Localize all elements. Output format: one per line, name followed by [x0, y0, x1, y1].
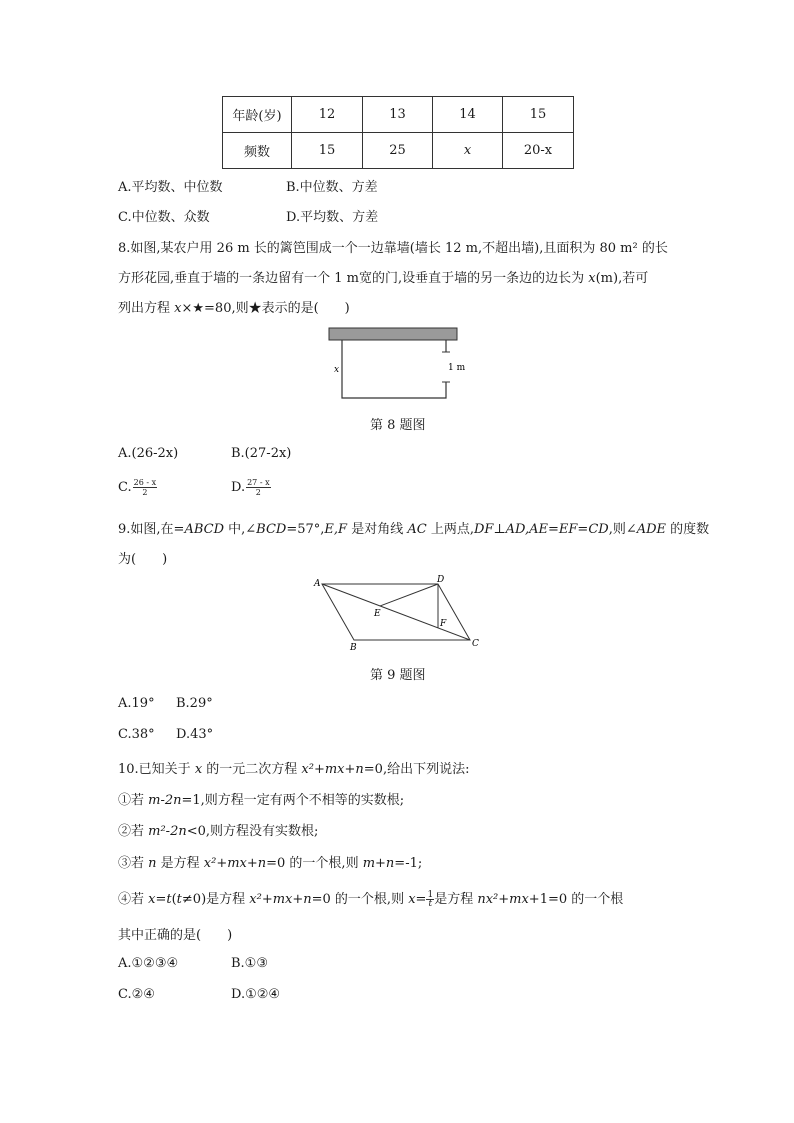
- q10-equation: x²+mx+n: [249, 892, 312, 907]
- point-label-f: F: [440, 619, 447, 629]
- q10-var: m-2n: [148, 793, 182, 808]
- table-cell: 13: [363, 97, 433, 133]
- table-cell: 频数: [223, 133, 292, 169]
- fraction-numerator: 26 - x: [133, 478, 157, 487]
- q8-option-c: [118, 478, 158, 497]
- q10-option-d: D.①②④: [231, 987, 281, 1002]
- q10-text: =1,则方程一定有两个不相等的实数根;: [181, 793, 405, 808]
- table-cell: 14: [433, 97, 503, 133]
- q9-text: 9.如图,在: [118, 522, 174, 537]
- q10-var: n: [148, 856, 157, 871]
- table-cell: 年龄(岁): [223, 97, 292, 133]
- q10-question: 其中正确的是( ): [118, 928, 233, 943]
- q8-text: ×★=80,则★表示的是( ): [181, 301, 350, 316]
- q9-text: 上两点,: [426, 522, 474, 537]
- q10-text: ②若: [118, 824, 149, 839]
- diagonal-ac: [322, 584, 470, 640]
- q10-var: t: [176, 892, 182, 907]
- fraction-denominator: t: [428, 899, 433, 909]
- q10-var: m+n: [362, 856, 395, 871]
- q8-text: 方形花园,垂直于墙的一条边留有一个 1 m宽的门,设垂直于墙的另一条边的边长为: [118, 271, 589, 286]
- q10-text: 10.已知关于: [118, 762, 195, 777]
- option-prefix: D.: [231, 480, 246, 495]
- q9-var: AD,AE: [505, 522, 548, 537]
- q8-option-b: B.(27-2x): [231, 446, 292, 461]
- q10-text: =0 的一个根,则: [311, 892, 409, 907]
- q9-option-a: A.19°: [118, 696, 155, 711]
- q10-text: =: [415, 892, 427, 907]
- q9-var: CD: [588, 522, 609, 537]
- table-cell: 20-x: [503, 133, 574, 169]
- q9-text: 中,∠: [224, 522, 257, 537]
- table-cell: 12: [292, 97, 363, 133]
- q10-statement-1: [118, 789, 404, 808]
- q10-text: ④若: [118, 892, 149, 907]
- table-cell: x: [433, 133, 503, 169]
- q9-var: EF: [558, 522, 578, 537]
- q10-var: m²-2n: [148, 824, 187, 839]
- q10-text: =-1;: [394, 856, 423, 871]
- q10-equation: nx²+mx: [477, 892, 529, 907]
- q8-garden-figure: [320, 324, 470, 404]
- q9-text: 的度数: [666, 522, 710, 537]
- q10-text: ①若: [118, 793, 149, 808]
- q9-stem-line1: [118, 518, 709, 537]
- table-row: [223, 97, 574, 133]
- table-row: [223, 133, 574, 169]
- q10-text: =0 的一个根,则: [266, 856, 363, 871]
- q10-text: 是方程: [434, 892, 478, 907]
- q9-option-d: D.43°: [176, 727, 214, 742]
- q7-option-b: B.中位数、方差: [286, 180, 378, 195]
- q10-text: =0,给出下列说法:: [363, 762, 470, 777]
- table-cell: 15: [503, 97, 574, 133]
- q8-stem-line1: 8.如图,某农户用 26 m 长的篱笆围成一个一边靠墙(墙长 12 m,不超出墙),且面积为 80 m² 的长: [118, 241, 668, 256]
- table-cell: 25: [363, 133, 433, 169]
- q9-text: 是对角线: [347, 522, 408, 537]
- q9-var: DF: [473, 522, 494, 537]
- q8-text: 列出方程: [118, 301, 175, 316]
- q10-option-b: B.①③: [231, 956, 268, 971]
- q10-equation: x²+mx+n: [301, 762, 364, 777]
- vertex-label-d: D: [437, 575, 445, 585]
- q8-var: x: [174, 301, 182, 316]
- q9-text: =: [577, 522, 589, 537]
- q9-text: ⊥: [493, 522, 506, 537]
- q9-text: ,则∠: [608, 522, 637, 537]
- fraction: [133, 478, 157, 497]
- q10-text: <0,则方程没有实数根;: [186, 824, 319, 839]
- q10-text: 的一元二次方程: [202, 762, 302, 777]
- q8-stem-line3: [118, 297, 350, 316]
- point-label-e: E: [374, 609, 381, 619]
- q8-stem-line2: [118, 267, 648, 286]
- vertex-label-b: B: [350, 643, 357, 653]
- vertex-label-a: A: [314, 579, 321, 589]
- q10-stem: [118, 758, 469, 777]
- q9-var: ADE: [636, 522, 667, 537]
- q8-var: x: [588, 271, 596, 286]
- fraction-denominator: 2: [142, 488, 148, 497]
- figure-label-x: x: [334, 365, 340, 375]
- q10-text: 是方程: [156, 856, 204, 871]
- q10-text: (: [171, 892, 177, 907]
- q7-option-c: C.中位数、众数: [118, 210, 210, 225]
- q10-statement-4: [118, 888, 623, 908]
- q9-parallelogram-figure: [310, 574, 490, 654]
- q9-var: =ABCD: [173, 522, 224, 537]
- q10-var: x=t: [148, 892, 172, 907]
- figure-label-door: 1 m: [448, 363, 466, 373]
- q7-option-d: D.平均数、方差: [286, 210, 379, 225]
- fence-outline: [342, 340, 446, 398]
- q10-text: ③若: [118, 856, 149, 871]
- q9-option-c: C.38°: [118, 727, 155, 742]
- q9-stem-line2: 为( ): [118, 552, 168, 567]
- q9-var: BCD: [256, 522, 287, 537]
- q7-option-a: A.平均数、中位数: [118, 180, 223, 195]
- q10-option-c: C.②④: [118, 987, 155, 1002]
- q8-option-a: A.(26-2x): [118, 446, 179, 461]
- q10-text: +1=0 的一个根: [528, 892, 624, 907]
- q9-option-b: B.29°: [176, 696, 213, 711]
- frequency-table: [222, 96, 574, 169]
- q9-figure-caption: 第 9 题图: [370, 668, 426, 683]
- fraction-denominator: 2: [255, 488, 261, 497]
- wall-shape: [329, 328, 457, 340]
- q8-figure-caption: 第 8 题图: [370, 418, 426, 433]
- vertex-label-c: C: [472, 639, 479, 649]
- q10-text: ≠0)是方程: [181, 892, 250, 907]
- fraction: [246, 478, 270, 497]
- q9-var: E,F: [324, 522, 348, 537]
- q10-equation: x²+mx+n: [203, 856, 267, 871]
- q10-statement-2: [118, 820, 318, 839]
- q9-var: AC: [407, 522, 427, 537]
- q10-statement-3: [118, 852, 422, 871]
- q10-var: x: [194, 762, 203, 777]
- q10-var: x: [408, 892, 416, 907]
- q10-option-a: A.①②③④: [118, 956, 179, 971]
- q8-text: (m),若可: [595, 271, 649, 286]
- q8-option-d: [231, 478, 272, 497]
- fraction-numerator: 27 - x: [247, 478, 270, 487]
- q9-text: =57°,: [286, 522, 325, 537]
- segment-de: [380, 584, 438, 606]
- option-prefix: C.: [118, 480, 132, 495]
- table-cell: 15: [292, 133, 363, 169]
- fraction-numerator: 1: [427, 890, 434, 900]
- q9-text: =: [548, 522, 559, 537]
